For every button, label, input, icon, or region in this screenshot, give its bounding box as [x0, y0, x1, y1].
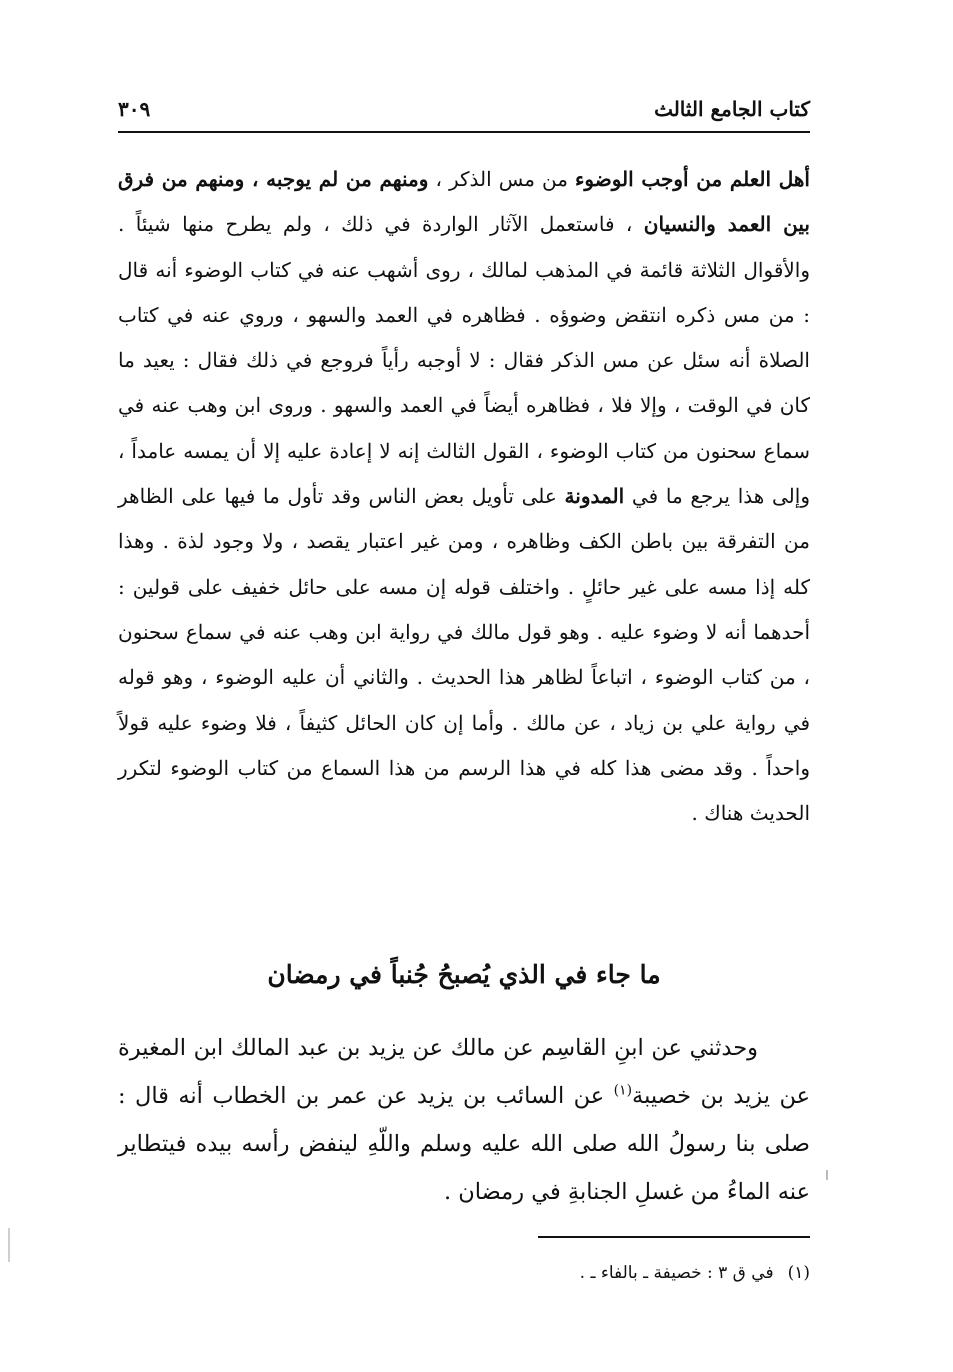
running-header	[118, 92, 810, 126]
text-run: وحدثني عن ابنِ القاسِم عن مالك عن يزيد بن عبد المالك ابن المغيرة عن يزيد بن خصيبة	[118, 1035, 810, 1109]
text-run: ، فاستعمل الآثار الواردة في ذلك ، ولم يطرح منها شيئاً . والأقوال الثلاثة قائمة في المذهب لمالك ، روى أشهب عنه في كتاب الوضوء أنه قال : من مس ذكره انتقض وضوؤه . فظاهره في العمد والسهو ، وروي عنه في كتاب الصلاة أنه سئل عن مس الذكر فقال : لا أوجبه رأياً فروجع في ذلك فقال : يعيد ما كان في الوقت ، وإلا فلا ، فظاهره أيضاً في العمد والسهو . وروى ابن وهب عنه في سماع سحنون من كتاب الوضوء ، القول الثالث إنه لا إعادة عليه إلا أن يمسه عامداً ، وإلى هذا يرجع ما في	[118, 212, 810, 509]
hadith-paragraph	[118, 1024, 810, 1216]
commentary-paragraph	[118, 157, 810, 836]
footnote-text: في ق ٣ : خصيفة ـ بالفاء ـ .	[579, 1263, 774, 1283]
footnote	[210, 1258, 810, 1288]
book-title: كتاب الجامع الثالث	[654, 97, 810, 121]
footnote-marker: (١)	[787, 1263, 810, 1283]
text-run: على تأويل بعض الناس وقد تأول ما فيها على الظاهر من التفرقة بين باطن الكف وظاهره ، ومن غير اعتبار يقصد ، ولا وجود لذة . وهذا كله إذا مسه على غير حائلٍ . واختلف قوله إن مسه على حائل خفيف على قولين : أحدهما أنه لا وضوء عليه . وهو قول مالك في رواية ابن وهب عنه في سماع سحنون ، من كتاب الوضوء ، اتباعاً لظاهر هذا الحديث . والثاني أن عليه الوضوء ، وهو قوله في رواية علي بن زياد ، عن مالك . وأما إن كان الحائل كثيفاً ، فلا وضوء عليه قولاً واحداً . وقد مضى هذا كله في هذا الرسم من هذا السماع من كتاب الوضوء لتكرر الحديث هناك .	[118, 484, 811, 826]
footnote-reference: (١)	[613, 1082, 633, 1099]
page-number: ٣٠٩	[118, 97, 151, 121]
bold-phrase: المدونة	[564, 484, 625, 509]
scan-artifact	[8, 1228, 10, 1262]
scan-artifact	[826, 1170, 828, 1180]
footnote-divider	[538, 1236, 810, 1238]
text-run: عن السائب بن يزيد عن عمر بن الخطاب أنه قال : صلى بنا رسولُ الله صلى الله عليه وسلم واللّهِ لينفض رأسه بيده فيتطاير عنه الماءُ من غسلِ الجنابةِ في رمضان .	[118, 1083, 810, 1205]
bold-phrase: أهل العلم من أوجب الوضوء	[575, 167, 810, 191]
header-divider	[118, 131, 810, 133]
text-run: من مس الذكر ،	[428, 167, 575, 191]
bold-phrase: ومنهم من لم يوجبه ، ومنهم من فرق بين العمد والنسيان	[118, 167, 810, 237]
section-heading: ما جاء في الذي يُصبحُ جُنباً في رمضان	[267, 960, 661, 989]
